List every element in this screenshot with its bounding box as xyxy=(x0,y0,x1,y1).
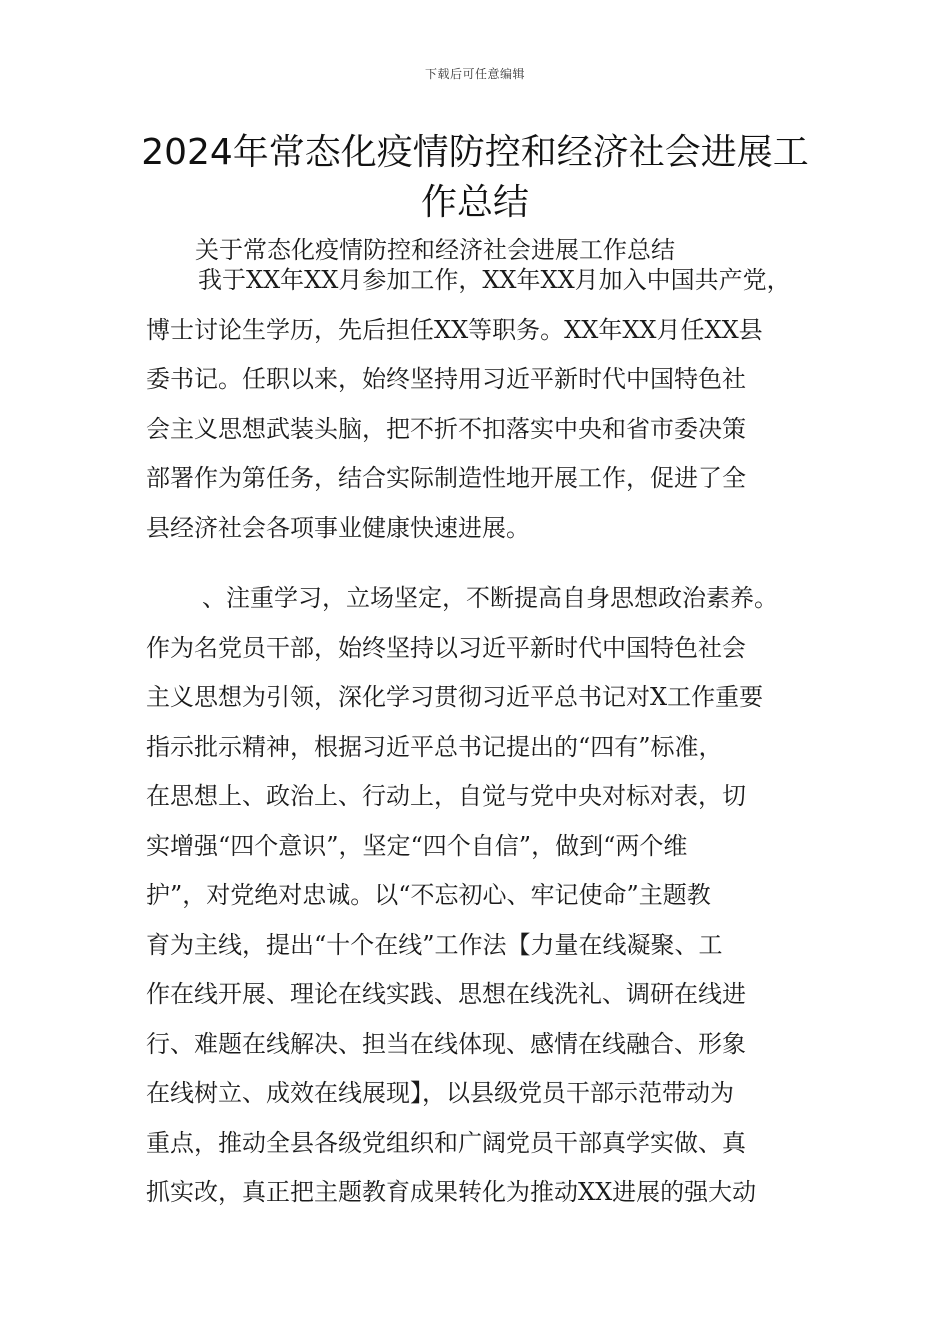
title-line-1: 2024年常态化疫情防控和经济社会进展工 xyxy=(141,132,809,173)
paragraph-line: 、注重学习，立场坚定，不断提高自身思想政治素养。 xyxy=(202,584,778,612)
paragraph-line: 我于XX年XX月参加工作，XX年XX月加入中国共产党， xyxy=(198,266,791,294)
paragraph-line: 博士讨论生学历，先后担任XX等职务。XX年XX月任XX县 xyxy=(146,315,763,344)
paragraph-line: 实增强“四个意识”，坚定“四个自信”，做到“两个维 xyxy=(146,831,688,860)
paragraph-line: 部署作为第任务，结合实际制造性地开展工作，促进了全 xyxy=(146,464,746,492)
document-subtitle: 关于常态化疫情防控和经济社会进展工作总结 xyxy=(195,236,675,264)
paragraph-line: 重点，推动全县各级党组织和广阔党员干部真学实做、真 xyxy=(146,1128,746,1157)
paragraph-intro xyxy=(146,256,846,553)
paragraph-line: 作在线开展、理论在线实践、思想在线洗礼、调研在线进 xyxy=(146,980,746,1008)
paragraph-line: 委书记。任职以来，始终坚持用习近平新时代中国特色社 xyxy=(146,365,746,393)
paragraph-line: 行、难题在线解决、担当在线体现、感情在线融合、形象 xyxy=(146,1029,746,1058)
paragraph-line: 在思想上、政治上、行动上，自觉与党中央对标对表，切 xyxy=(146,782,746,810)
paragraph-line: 指示批示精神，根据习近平总书记提出的“四有”标准， xyxy=(146,732,723,761)
paragraph-study xyxy=(146,574,846,1218)
title-line-2: 作总结 xyxy=(420,182,529,223)
paragraph-line: 主义思想为引领，深化学习贯彻习近平总书记对X工作重要 xyxy=(146,683,764,711)
header-note: 下载后可任意编辑 xyxy=(424,67,525,81)
paragraph-line: 护”，对党绝对忠诚。以“不忘初心、牢记使命”主题教 xyxy=(146,881,711,909)
paragraph-line: 在线树立、成效在线展现】，以县级党员干部示范带动为 xyxy=(146,1079,734,1107)
paragraph-line: 育为主线，提出“十个在线”工作法【力量在线凝聚、工 xyxy=(146,930,723,959)
paragraph-line: 县经济社会各项事业健康快速进展。 xyxy=(146,513,530,542)
paragraph-line: 作为名党员干部，始终坚持以习近平新时代中国特色社会 xyxy=(146,633,746,662)
document-title xyxy=(120,128,830,228)
paragraph-line: 抓实改，真正把主题教育成果转化为推动XX进展的强大动 xyxy=(146,1178,757,1206)
paragraph-line: 会主义思想武装头脑，把不折不扣落实中央和省市委决策 xyxy=(146,414,746,443)
